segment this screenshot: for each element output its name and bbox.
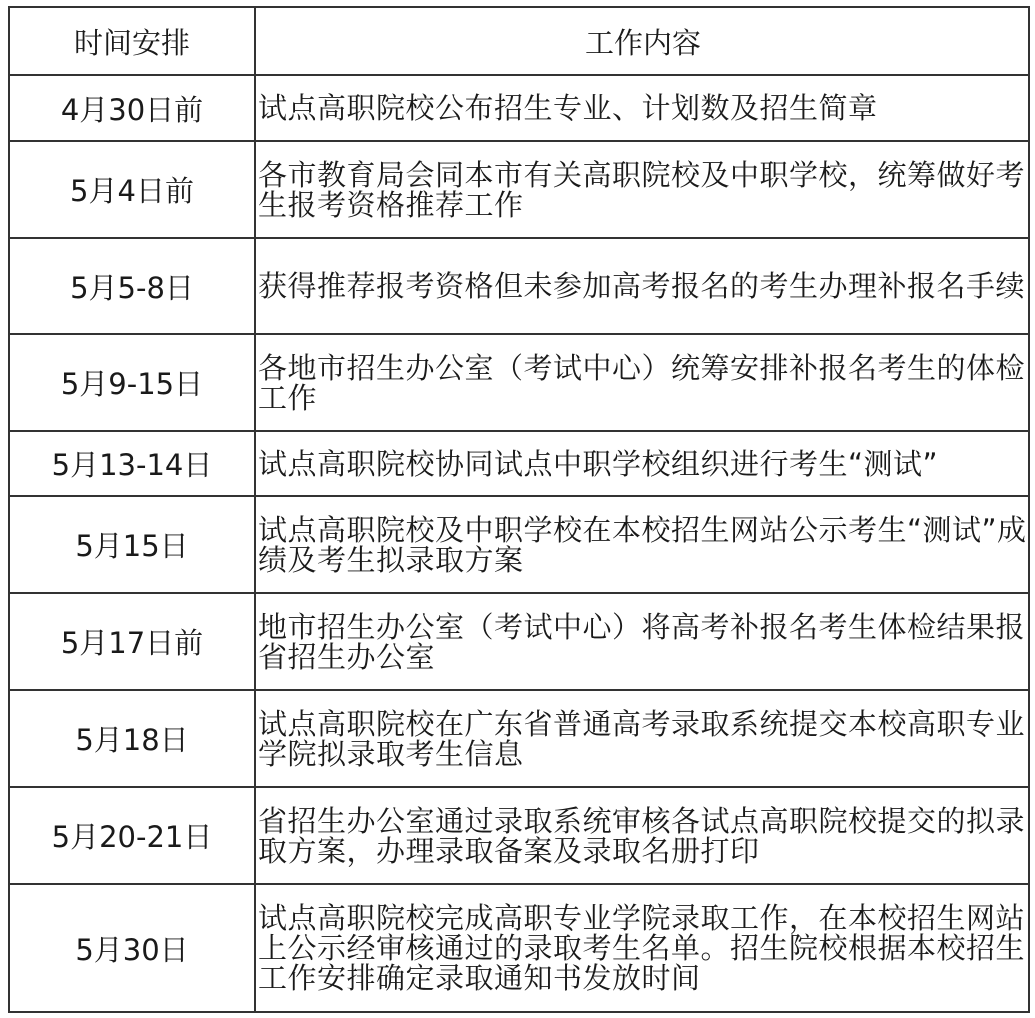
table-row <box>9 690 1029 787</box>
content-cell: 各市教育局会同本市有关高职院校及中职学校，统筹做好考生报考资格推荐工作 <box>255 141 1029 238</box>
content-cell: 获得推荐报考资格但未参加高考报名的考生办理补报名手续 <box>255 238 1029 334</box>
table-row <box>9 884 1029 1012</box>
table-row <box>9 496 1029 593</box>
header-time: 时间安排 <box>9 7 255 75</box>
table-row <box>9 141 1029 238</box>
content-cell: 试点高职院校在广东省普通高考录取系统提交本校高职专业学院拟录取考生信息 <box>255 690 1029 787</box>
time-cell: 5月18日 <box>9 690 255 787</box>
content-cell: 试点高职院校及中职学校在本校招生网站公示考生“测试”成绩及考生拟录取方案 <box>255 496 1029 593</box>
content-cell: 试点高职院校公布招生专业、计划数及招生简章 <box>255 75 1029 141</box>
table-row <box>9 593 1029 690</box>
content-cell: 试点高职院校协同试点中职学校组织进行考生“测试” <box>255 431 1029 496</box>
table-row <box>9 238 1029 334</box>
time-cell: 5月13-14日 <box>9 431 255 496</box>
time-cell: 5月20-21日 <box>9 787 255 884</box>
content-cell: 省招生办公室通过录取系统审核各试点高职院校提交的拟录取方案，办理录取备案及录取名册打印 <box>255 787 1029 884</box>
time-cell: 5月5-8日 <box>9 238 255 334</box>
time-cell: 5月4日前 <box>9 141 255 238</box>
content-cell: 地市招生办公室（考试中心）将高考补报名考生体检结果报省招生办公室 <box>255 593 1029 690</box>
time-cell: 5月15日 <box>9 496 255 593</box>
header-content: 工作内容 <box>255 7 1029 75</box>
time-cell: 5月17日前 <box>9 593 255 690</box>
time-cell: 5月9-15日 <box>9 334 255 431</box>
schedule-table <box>8 6 1030 1013</box>
table-row <box>9 431 1029 496</box>
table-header-row <box>9 7 1029 75</box>
table-row <box>9 787 1029 884</box>
table-row <box>9 334 1029 431</box>
content-cell: 各地市招生办公室（考试中心）统筹安排补报名考生的体检工作 <box>255 334 1029 431</box>
time-cell: 4月30日前 <box>9 75 255 141</box>
content-cell: 试点高职院校完成高职专业学院录取工作，在本校招生网站上公示经审核通过的录取考生名单。招生院校根据本校招生工作安排确定录取通知书发放时间 <box>255 884 1029 1012</box>
table-row <box>9 75 1029 141</box>
time-cell: 5月30日 <box>9 884 255 1012</box>
